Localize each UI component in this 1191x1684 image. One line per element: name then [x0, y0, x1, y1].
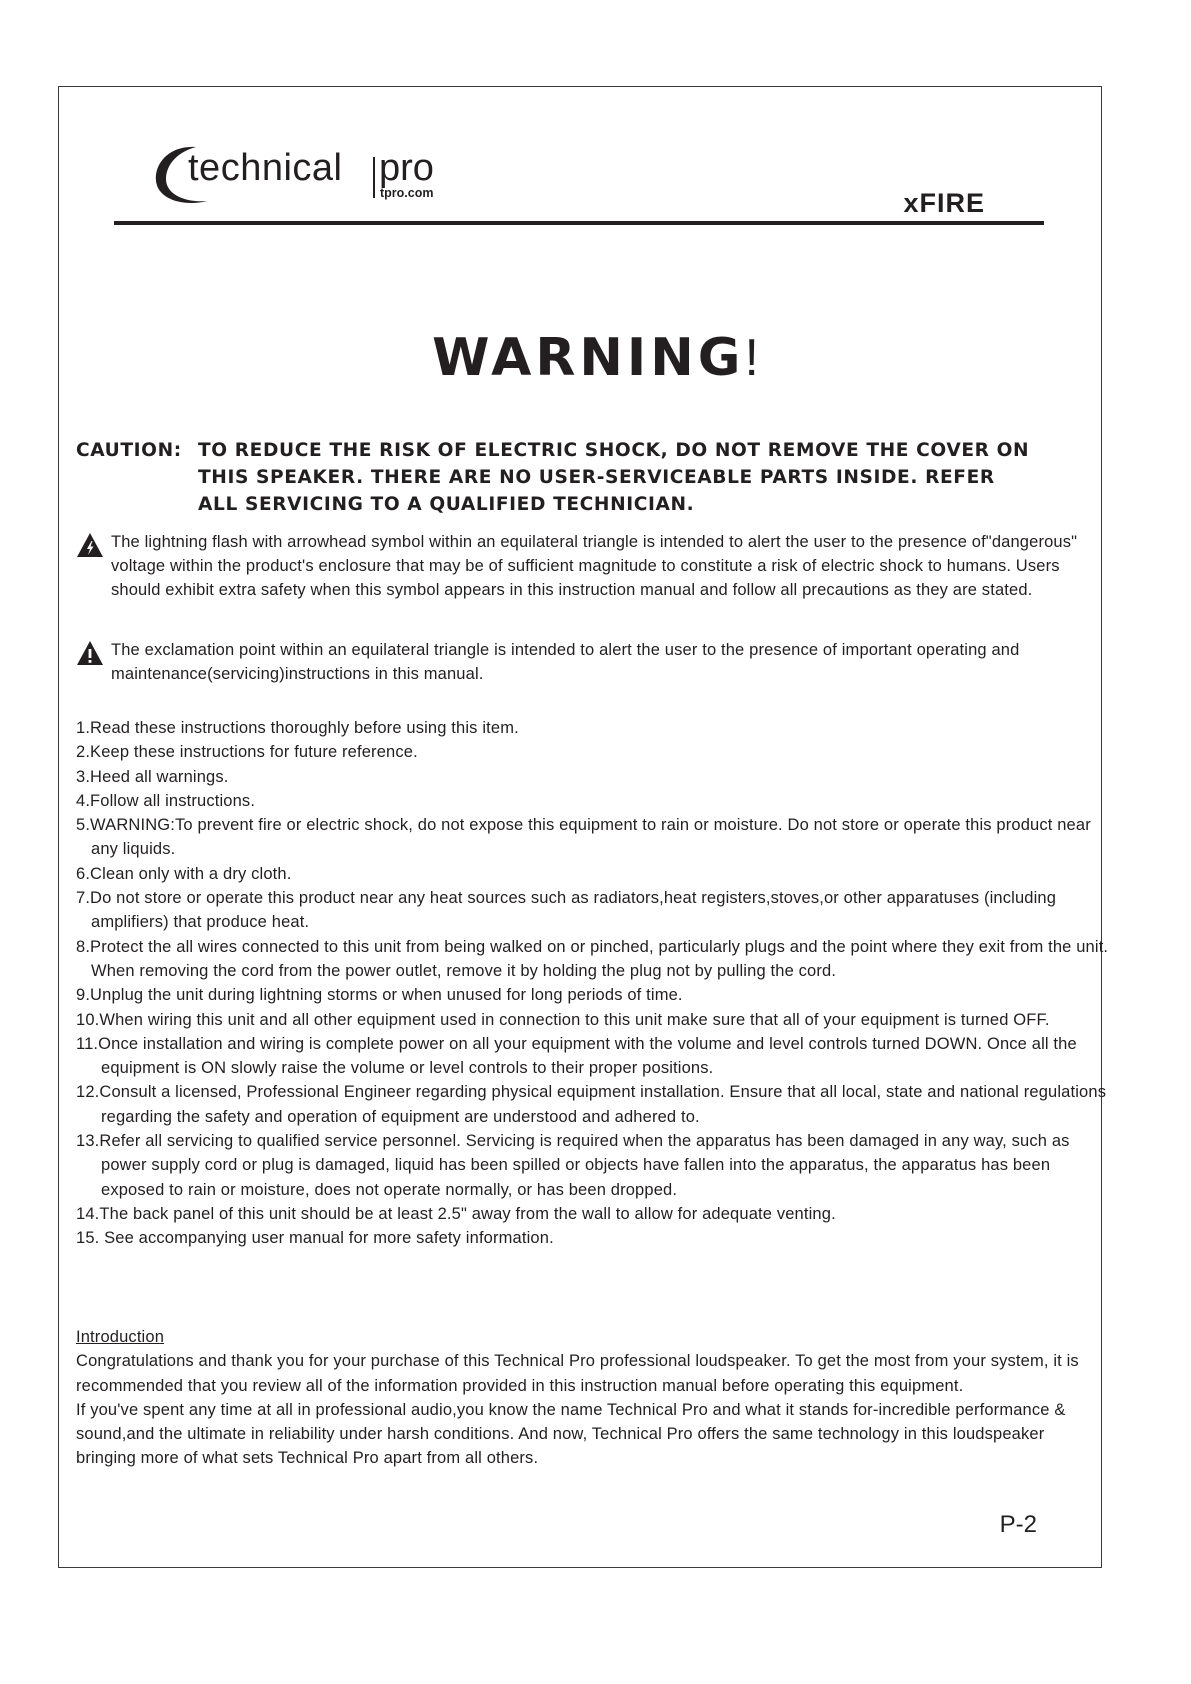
list-item: 14.The back panel of this unit should be at least 2.5" away from the wall to allow for adequate venting. — [76, 1204, 836, 1223]
list-item: 13.Refer all servicing to qualified service personnel. Servicing is required when the apparatus has been damaged in any way, such as power supply cord or plug is damaged, liquid has been spilled or objects have fallen into the apparatus, the apparatus has been exposed to rain or moisture, does not operate normally, or has been dropped. — [76, 1132, 1070, 1199]
introduction-section — [76, 1325, 1108, 1471]
lightning-triangle-icon — [76, 532, 104, 558]
exclamation-triangle-icon — [76, 640, 104, 666]
list-item: 12.Consult a licensed, Professional Engineer regarding physical equipment installation. Ensure that all local, state and national regulations regarding the safety and operation of equipment are understood and adhered to. — [76, 1083, 1107, 1126]
caution-line-1-text: TO REDUCE THE RISK OF ELECTRIC SHOCK, DO NOT REMOVE THE COVER ON — [198, 440, 1030, 461]
list-item: 2.Keep these instructions for future reference. — [76, 743, 418, 762]
caution-line-2: THIS SPEAKER. THERE ARE NO USER-SERVICEABLE PARTS INSIDE. REFER — [198, 467, 995, 488]
logo-url-text: tpro.com — [380, 186, 434, 200]
list-item: 6.Clean only with a dry cloth. — [76, 864, 292, 883]
list-item: 7.Do not store or operate this product near any heat sources such as radiators,heat registers,stoves,or other apparatuses (including amplifiers) that produce heat. — [76, 889, 1057, 932]
header-rule — [114, 221, 1044, 225]
warning-bang: ! — [744, 329, 759, 387]
list-item: 5.WARNING:To prevent fire or electric shock, do not expose this equipment to rain or moisture. Do not store or operate this product near any liquids. — [76, 816, 1091, 859]
list-item: 9.Unplug the unit during lightning storms or when unused for long periods of time. — [76, 986, 683, 1005]
warning-title-text: WARNING — [432, 328, 745, 388]
safety-instructions-list — [76, 716, 1116, 1251]
exclamation-symbol-text: The exclamation point within an equilateral triangle is intended to alert the user to the presence of important operating and maintenance(servicing)instructions in this manual. — [111, 641, 1020, 683]
list-item: 4.Follow all instructions. — [76, 791, 256, 810]
introduction-paragraph-2: If you've spent any time at all in professional audio,you know the name Technical Pro and what it stands for-incredible performance & sound,and the ultimate in reliability under harsh conditions. And now, Technical Pro offers the same technology in this loudspeaker bringing more of what sets Technical Pro apart from all others. — [76, 1400, 1066, 1468]
list-item: 1.Read these instructions thoroughly before using this item. — [76, 719, 519, 737]
list-item: 11.Once installation and wiring is complete power on all your equipment with the volume and level controls turned DOWN. Once all the equipment is ON slowly raise the volume or level controls to their proper positions. — [76, 1034, 1077, 1078]
caution-line-3: ALL SERVICING TO A QUALIFIED TECHNICIAN. — [198, 494, 695, 515]
caution-line-1 — [76, 437, 1096, 464]
list-item: 3.Heed all warnings. — [76, 767, 229, 786]
caution-label: CAUTION: — [76, 440, 182, 461]
warning-heading — [0, 328, 1191, 388]
lightning-symbol-text: The lightning flash with arrowhead symbol within an equilateral triangle is intended to alert the user to the presence of"dangerous" voltage within the product's enclosure that may be of sufficient magnitude to constitute a risk of electric shock to humans. Users should exhibit extra safety when this symbol appears in this instruction manual and follow all precautions as they are stated. — [111, 533, 1078, 599]
list-item: 8.Protect the all wires connected to this unit from being walked on or pinched, particularly plugs and the point where they exit from the unit. When removing the cord from the power outlet, remove it by holding the plug not by pulling the cord. — [76, 937, 1109, 980]
introduction-paragraph-1: Congratulations and thank you for your purchase of this Technical Pro professional loudspeaker. To get the most from your system, it is recommended that you review all of the information provided in this instruction manual before operating this equipment. — [76, 1352, 1079, 1395]
caution-block — [76, 437, 1096, 518]
logo-divider — [373, 157, 375, 198]
logo-pro-text: pro — [379, 147, 434, 189]
list-item: 10.When wiring this unit and all other equipment used in connection to this unit make sure that all of your equipment is turned OFF. — [76, 1010, 1050, 1029]
list-item: 15. See accompanying user manual for more safety information. — [76, 1229, 554, 1248]
page-number: P-2 — [999, 1511, 1037, 1538]
logo-brand-text: technical — [188, 147, 343, 189]
brand-logo — [152, 147, 472, 207]
introduction-heading: Introduction — [76, 1328, 165, 1346]
model-name: xFIRE — [903, 188, 985, 218]
